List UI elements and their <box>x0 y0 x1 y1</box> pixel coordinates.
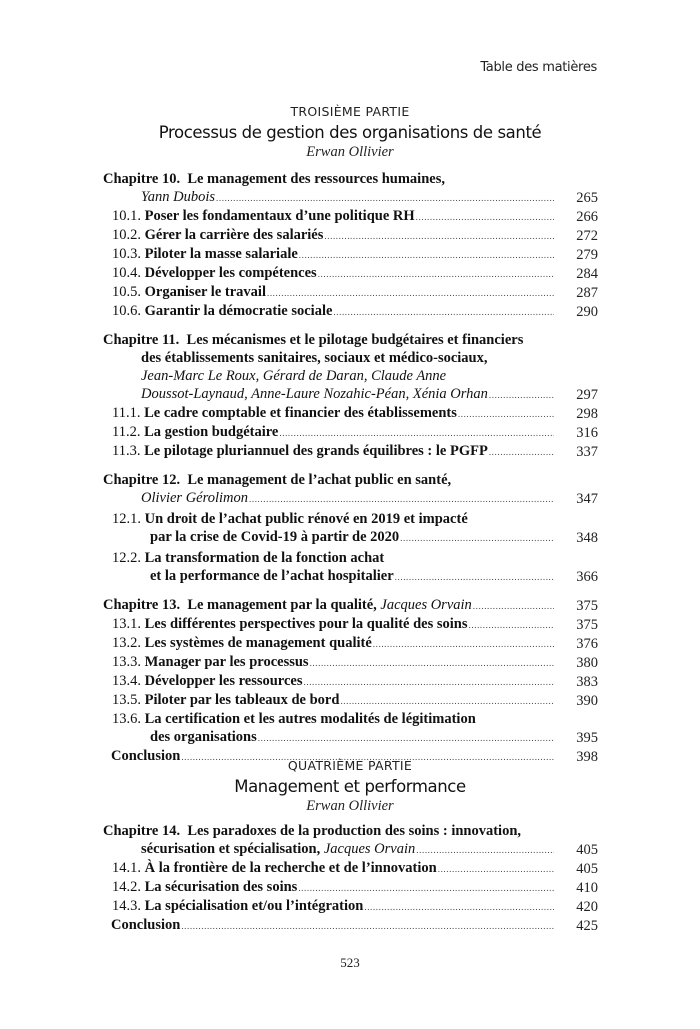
page-number: 425 <box>576 918 598 934</box>
section-entry[interactable] <box>103 423 598 442</box>
chapter-title: Les paradoxes de la production des soins : innovation, <box>187 823 522 839</box>
section-entry[interactable] <box>103 226 598 245</box>
chapter-label: Chapitre 13. <box>103 597 181 613</box>
page-number: 383 <box>576 674 598 690</box>
section-number: 13.3. <box>112 654 141 670</box>
section-title: Poser les fondamentaux d’une politique RH <box>144 208 415 224</box>
toc-part-3 <box>103 170 598 766</box>
section-number: 11.1. <box>112 405 141 421</box>
section-number: 13.6. <box>112 711 141 727</box>
section-entry[interactable] <box>103 859 598 878</box>
dot-leader <box>181 917 554 935</box>
section-entry[interactable] <box>103 897 598 916</box>
part-header-4 <box>0 757 700 815</box>
dot-leader <box>340 692 554 710</box>
page-number: 395 <box>576 730 598 746</box>
section-title: Manager par les processus <box>144 654 309 670</box>
chapter-author: Jacques Orvain <box>323 841 416 857</box>
section-entry[interactable] <box>103 634 598 653</box>
section-entry[interactable] <box>103 878 598 897</box>
section-title: La transformation de la fonction achat <box>144 550 385 566</box>
section-entry[interactable] <box>103 442 598 461</box>
page-number: 375 <box>576 617 598 633</box>
dot-leader <box>310 654 554 672</box>
section-title-cont: des organisations <box>150 729 257 745</box>
section-entry[interactable] <box>103 207 598 226</box>
chapter-author: Yann Dubois <box>141 189 216 205</box>
conclusion-label: Conclusion <box>111 748 181 764</box>
section-title: Un droit de l’achat public rénové en 2019 et impacté <box>144 511 468 527</box>
section-entry[interactable] <box>103 691 598 710</box>
section-number: 10.1. <box>112 208 141 224</box>
section-number: 10.3. <box>112 246 141 262</box>
page-number: 380 <box>576 655 598 671</box>
section-entry[interactable] <box>103 264 598 283</box>
section-entry[interactable] <box>103 404 598 423</box>
part-author: Erwan Ollivier <box>306 144 394 160</box>
section-title: Organiser le travail <box>144 284 266 300</box>
chapter-label: Chapitre 10. <box>103 171 181 187</box>
section-title: Les systèmes de management qualité <box>144 635 372 651</box>
page-number: 266 <box>576 209 598 225</box>
chapter-entry[interactable] <box>103 596 598 615</box>
page-number: 405 <box>576 861 598 877</box>
part-author: Erwan Ollivier <box>306 798 394 814</box>
page-number: 298 <box>576 406 598 422</box>
chapter-title: Le management de l’achat public en santé, <box>187 472 452 488</box>
page-number: 316 <box>576 425 598 441</box>
chapter-author-cont: Doussot-Laynaud, Anne-Laure Nozahic-Péan, Xénia Orhan <box>141 386 488 402</box>
dot-leader <box>299 246 554 264</box>
dot-leader <box>458 405 554 423</box>
section-entry[interactable] <box>103 549 598 586</box>
dot-leader <box>249 490 554 508</box>
part-header-3 <box>0 103 700 161</box>
section-title: À la frontière de la recherche et de l’innovation <box>144 860 437 876</box>
page-number: 420 <box>576 899 598 915</box>
chapter-entry[interactable] <box>103 331 598 404</box>
section-number: 10.2. <box>112 227 141 243</box>
chapter-entry[interactable] <box>103 822 598 859</box>
conclusion-label: Conclusion <box>111 917 181 933</box>
chapter-label: Chapitre 12. <box>103 472 181 488</box>
section-number: 13.2. <box>112 635 141 651</box>
section-number: 13.4. <box>112 673 141 689</box>
page-number: 398 <box>576 749 598 765</box>
page-number: 284 <box>576 266 598 282</box>
section-number: 12.1. <box>112 511 141 527</box>
section-title-cont: et la performance de l’achat hospitalier <box>150 568 394 584</box>
page-number: 287 <box>576 285 598 301</box>
section-title: Garantir la démocratie sociale <box>144 303 333 319</box>
section-number: 11.2. <box>112 424 141 440</box>
section-number: 14.1. <box>112 860 141 876</box>
page-number: 290 <box>576 304 598 320</box>
chapter-entry[interactable] <box>103 170 598 207</box>
dot-leader <box>489 443 554 461</box>
page-number: 265 <box>576 190 598 206</box>
dot-leader <box>438 860 554 878</box>
dot-leader <box>489 386 554 404</box>
section-number: 10.6. <box>112 303 141 319</box>
dot-leader <box>267 284 554 302</box>
page-number: 405 <box>576 842 598 858</box>
section-title: Le pilotage pluriannuel des grands équilibres : le PGFP <box>144 443 488 459</box>
chapter-label: Chapitre 11. <box>103 332 180 348</box>
part-title: Management et performance <box>234 777 466 796</box>
section-entry[interactable] <box>103 283 598 302</box>
section-entry[interactable] <box>103 672 598 691</box>
dot-leader <box>400 529 554 547</box>
page-folio: 523 <box>340 955 360 970</box>
section-number: 11.3. <box>112 443 141 459</box>
section-title: La gestion budgétaire <box>144 424 279 440</box>
dot-leader <box>318 265 554 283</box>
chapter-title-cont: des établissements sanitaires, sociaux et médico-sociaux, <box>141 350 488 366</box>
dot-leader <box>333 303 554 321</box>
page-number: 272 <box>576 228 598 244</box>
section-entry[interactable] <box>103 710 598 747</box>
chapter-entry[interactable] <box>103 471 598 508</box>
section-title: Développer les compétences <box>144 265 317 281</box>
section-number: 10.5. <box>112 284 141 300</box>
section-title: La spécialisation et/ou l’intégration <box>144 898 364 914</box>
dot-leader <box>216 189 554 207</box>
page-number: 347 <box>576 491 598 507</box>
dot-leader <box>469 616 554 634</box>
section-number: 14.2. <box>112 879 141 895</box>
section-entry[interactable] <box>103 653 598 672</box>
section-title-cont: par la crise de Covid-19 à partir de 2020 <box>150 529 400 545</box>
section-entry[interactable] <box>103 510 598 547</box>
page-number: 390 <box>576 693 598 709</box>
page-number: 348 <box>576 530 598 546</box>
chapter-author: Jean-Marc Le Roux, Gérard de Daran, Claude Anne <box>141 368 447 384</box>
conclusion-entry[interactable] <box>103 916 598 935</box>
chapter-title: Le management par la qualité, <box>187 597 377 613</box>
section-number: 12.2. <box>112 550 141 566</box>
section-title: La sécurisation des soins <box>144 879 298 895</box>
chapter-title: Le management des ressources humaines, <box>187 171 445 187</box>
section-title: Piloter par les tableaux de bord <box>144 692 340 708</box>
dot-leader <box>395 568 554 586</box>
page-number: 297 <box>576 387 598 403</box>
section-title: Gérer la carrière des salariés <box>144 227 324 243</box>
toc-part-4 <box>103 822 598 935</box>
section-title: Le cadre comptable et financier des établissements <box>144 405 457 421</box>
section-number: 13.1. <box>112 616 141 632</box>
section-title: Piloter la masse salariale <box>144 246 298 262</box>
dot-leader <box>373 635 554 653</box>
part-label: TROISIÈME PARTIE <box>290 104 410 119</box>
section-number: 13.5. <box>112 692 141 708</box>
section-entry[interactable] <box>103 245 598 264</box>
dot-leader <box>416 841 554 859</box>
chapter-author: Jacques Orvain <box>380 597 472 613</box>
part-title: Processus de gestion des organisations de santé <box>158 123 542 142</box>
dot-leader <box>298 879 554 897</box>
chapter-author: Olivier Gérolimon <box>141 490 248 506</box>
dot-leader <box>304 673 555 691</box>
dot-leader <box>416 208 554 226</box>
chapter-title-cont: sécurisation et spécialisation, <box>141 841 321 857</box>
page-number: 410 <box>576 880 598 896</box>
part-label: QUATRIÈME PARTIE <box>287 758 413 773</box>
page-number: 337 <box>576 444 598 460</box>
section-title: La certification et les autres modalités de légitimation <box>144 711 476 727</box>
section-entry[interactable] <box>103 615 598 634</box>
section-number: 14.3. <box>112 898 141 914</box>
section-title: Les différentes perspectives pour la qualité des soins <box>144 616 468 632</box>
running-head: Table des matières <box>480 60 597 75</box>
section-number: 10.4. <box>112 265 141 281</box>
dot-leader <box>364 898 554 916</box>
dot-leader <box>473 597 554 615</box>
page-number: 366 <box>576 569 598 585</box>
chapter-title: Les mécanismes et le pilotage budgétaires et financiers <box>186 332 524 348</box>
page-number: 279 <box>576 247 598 263</box>
section-title: Développer les ressources <box>144 673 303 689</box>
dot-leader <box>279 424 554 442</box>
chapter-label: Chapitre 14. <box>103 823 181 839</box>
page-number: 376 <box>576 636 598 652</box>
dot-leader <box>258 729 554 747</box>
dot-leader <box>324 227 554 245</box>
page-number: 375 <box>576 598 598 614</box>
section-entry[interactable] <box>103 302 598 321</box>
